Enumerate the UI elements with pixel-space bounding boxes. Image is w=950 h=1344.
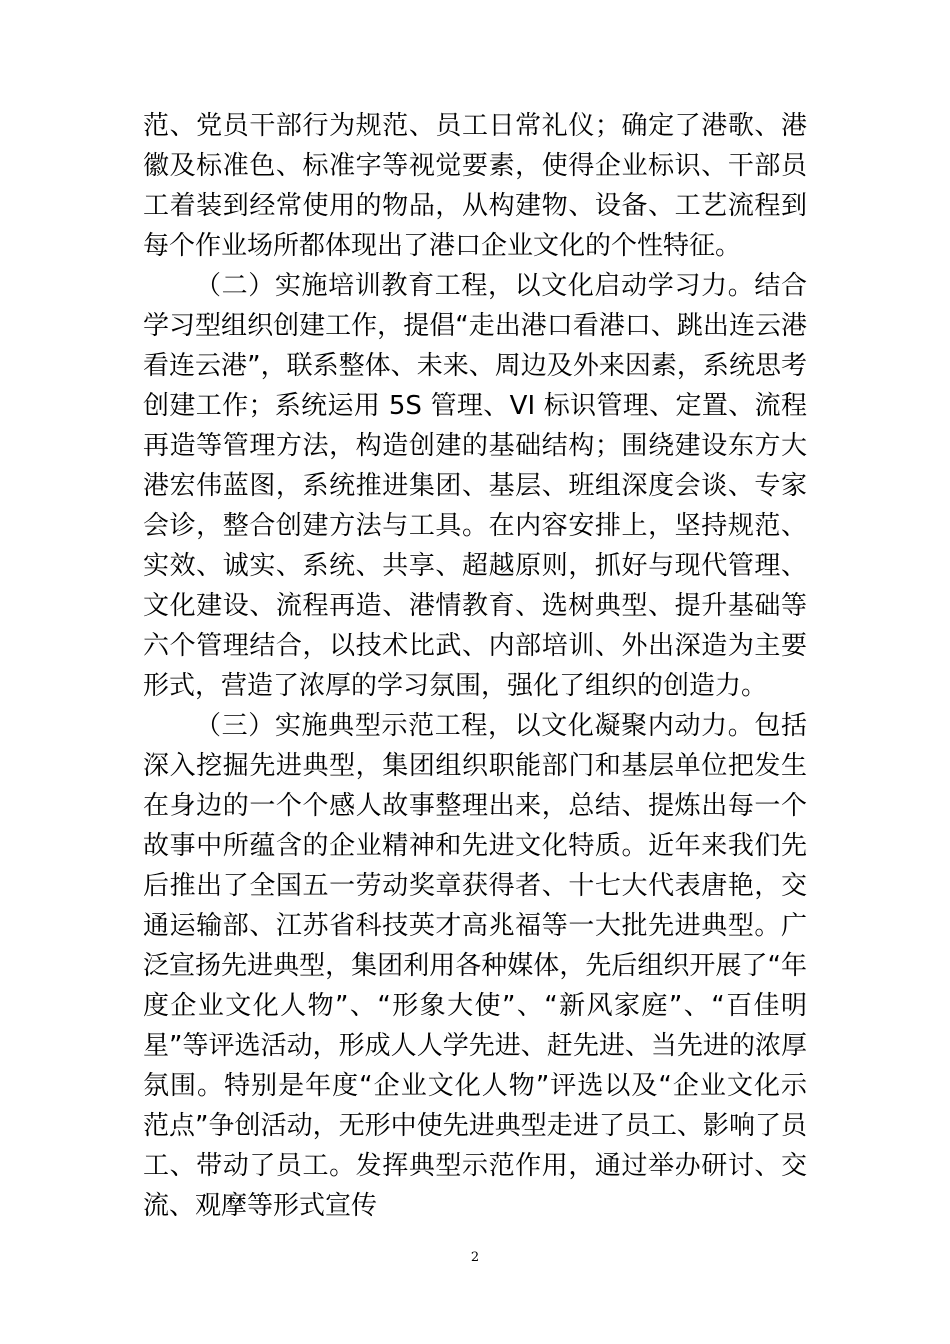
paragraph-typical-demonstration: （三）实施典型示范工程，以文化凝聚内动力。包括深入挖掘先进典型，集团组织职能部门和基层单位把发生在身边的一个个感人故事整理出来，总结、提炼出每一个故事中所蕴含的企业精神和先进文化特质。近年来我们先后推出了全国五一劳动奖章获得者、十七大代表唐艳，交通运输部、江苏省科技英才高兆福等一大批先进典型。广泛宣扬先进典型，集团利用各种媒体，先后组织开展了“年度企业文化人物”、“形象大使”、“新风家庭”、“百佳明星”等评选活动，形成人人学先进、赶先进、当先进的浓厚氛围。特别是年度“企业文化人物”评选以及“企业文化示范点”争创活动，无形中使先进典型走进了员工、影响了员工、带动了员工。发挥典型示范作用，通过举办研讨、交流、观摩等形式宣传 (143, 711, 807, 1221)
paragraph-continuation: 范、党员干部行为规范、员工日常礼仪；确定了港歌、港徽及标准色、标准字等视觉要素，使得企业标识、干部员工着装到经常使用的物品，从构建物、设备、工艺流程到每个作业场所都体现出了港口企业文化的个性特征。 (143, 111, 807, 261)
document-body (143, 106, 807, 1226)
paragraph-training-education: （二）实施培训教育工程，以文化启动学习力。结合学习型组织创建工作，提倡“走出港口看港口、跳出连云港看连云港”，联系整体、未来、周边及外来因素，系统思考创建工作；系统运用 5S 管理、VI 标识管理、定置、流程再造等管理方法，构造创建的基础结构；围绕建设东方大港宏伟蓝图，系统推进集团、基层、班组深度会谈、专家会诊，整合创建方法与工具。在内容安排上，坚持规范、实效、诚实、系统、共享、超越原则，抓好与现代管理、文化建设、流程再造、港情教育、选树典型、提升基础等六个管理结合，以技术比武、内部培训、外出深造为主要形式，营造了浓厚的学习氛围，强化了组织的创造力。 (143, 271, 807, 701)
page-number: 2 (470, 1250, 480, 1265)
